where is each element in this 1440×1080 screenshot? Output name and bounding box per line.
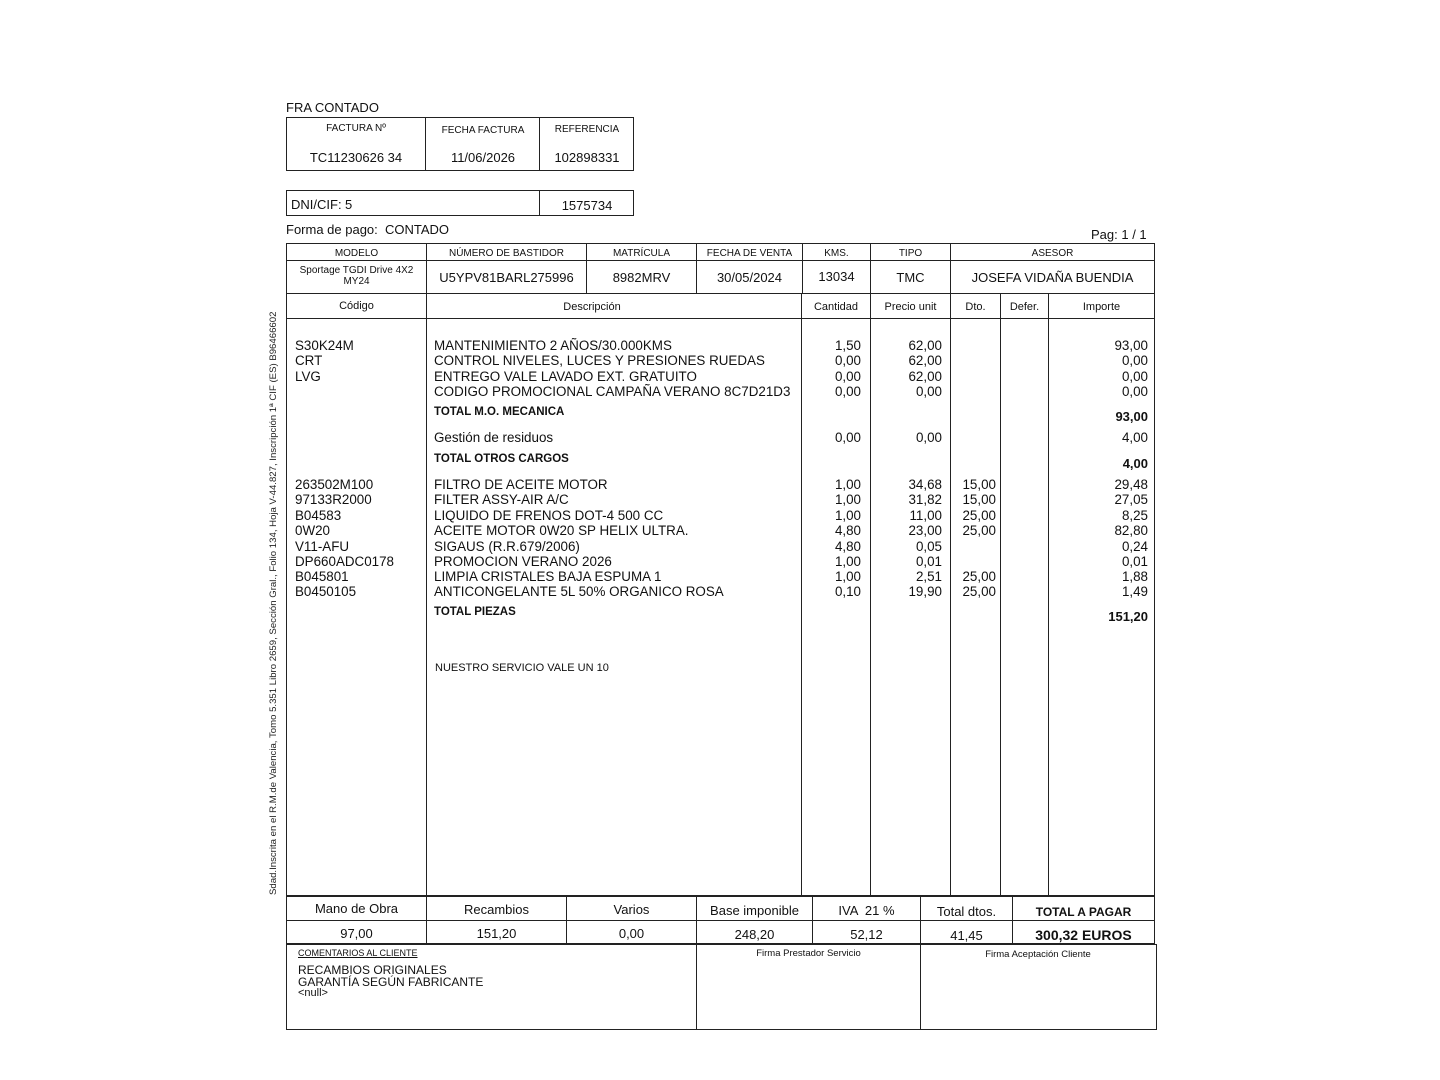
cell-amount: 82,80 [1114, 523, 1148, 538]
comment-line: RECAMBIOS ORIGINALES [298, 963, 447, 977]
service-note: NUESTRO SERVICIO VALE UN 10 [435, 662, 609, 674]
cell-qty: 0,10 [834, 584, 861, 599]
cell-qty: 0,00 [834, 353, 861, 368]
cell-code [295, 452, 425, 467]
vehicle-sale-date: 30/05/2024 [716, 270, 783, 285]
lines-header-discount: Dto. [965, 301, 986, 313]
cell-code: CRT [295, 353, 323, 368]
lines-header-quantity: Cantidad [813, 301, 859, 313]
cell-amount: 93,00 [1115, 409, 1148, 424]
cell-price: 31,82 [908, 492, 942, 507]
cell-desc: CONTROL NIVELES, LUCES Y PRESIONES RUEDAS [434, 353, 765, 368]
cell-code: B045801 [295, 569, 349, 584]
lines-header-amount: Importe [1082, 301, 1121, 313]
cell-code: S30K24M [295, 338, 354, 353]
cell-code [295, 605, 425, 620]
cell-dto [952, 353, 996, 368]
cell-dto [952, 338, 996, 353]
total-value-to-pay: 300,32 EUROS [1035, 927, 1132, 943]
invoice-date: 11/06/2026 [450, 150, 516, 165]
total-label-misc: Varios [613, 902, 650, 917]
cell-dto [952, 539, 996, 554]
cell-price: 0,00 [915, 430, 942, 445]
cell-dto [952, 452, 996, 467]
vehicle-advisor: JOSEFA VIDAÑA BUENDIA [971, 270, 1134, 285]
cell-price: 62,00 [908, 369, 942, 384]
vehicle-header-sale-date: FECHA DE VENTA [706, 248, 793, 259]
total-value-misc: 0,00 [618, 926, 645, 941]
vehicle-vin: U5YPV81BARL275996 [439, 270, 574, 285]
client-id-value: 5 [345, 197, 353, 212]
cell-amount: 27,05 [1114, 492, 1148, 507]
cell-desc: ANTICONGELANTE 5L 50% ORGANICO ROSA [434, 584, 724, 599]
client-signature-label: Firma Aceptación Cliente [985, 949, 1091, 960]
cell-amount: 0,00 [1121, 369, 1148, 384]
vehicle-type: TMC [896, 270, 925, 285]
cell-amount: 151,20 [1108, 609, 1148, 624]
vehicle-model-line1: Sportage TGDI Drive 4X2 [299, 265, 414, 276]
cell-code [295, 430, 425, 445]
client-code: 1575734 [561, 198, 613, 213]
total-label-tax-base: Base imponible [710, 903, 799, 918]
cell-desc: CODIGO PROMOCIONAL CAMPAÑA VERANO 8C7D21D3 [434, 384, 791, 399]
cell-dto: 15,00 [962, 477, 996, 492]
cell-dto [952, 405, 996, 420]
cell-dto: 25,00 [962, 508, 996, 523]
cell-desc: FILTRO DE ACEITE MOTOR [434, 477, 608, 492]
cell-desc: LIMPIA CRISTALES BAJA ESPUMA 1 [434, 569, 662, 584]
cell-price: 23,00 [908, 523, 942, 538]
invoice-reference: 102898331 [554, 150, 620, 165]
cell-qty: 4,80 [834, 539, 861, 554]
cell-code: 0W20 [295, 523, 330, 538]
cell-price: 62,00 [908, 338, 942, 353]
cell-price: 34,68 [908, 477, 942, 492]
cell-price: 0,01 [915, 554, 942, 569]
total-value-discounts: 41,45 [950, 928, 983, 943]
total-label-vat: IVA 21 % [838, 903, 895, 918]
cell-price: 0,00 [915, 384, 942, 399]
cell-amount: 8,25 [1121, 508, 1148, 523]
total-label-parts: Recambios [463, 902, 530, 917]
cell-amount: 1,88 [1121, 569, 1148, 584]
cell-price [875, 452, 942, 467]
cell-qty: 1,00 [834, 569, 861, 584]
cell-qty: 1,00 [834, 554, 861, 569]
cell-dto: 25,00 [962, 584, 996, 599]
total-value-tax-base: 248,20 [734, 927, 775, 942]
vehicle-header-plate: MATRÍCULA [612, 248, 671, 259]
cell-price [875, 405, 942, 420]
cell-amount: 4,00 [1121, 430, 1148, 445]
cell-desc: TOTAL M.O. MECANICA [434, 406, 565, 418]
total-label-discounts: Total dtos. [936, 904, 997, 919]
cell-dto: 15,00 [962, 492, 996, 507]
vehicle-plate: 8982MRV [612, 270, 671, 285]
cell-code [295, 405, 425, 420]
cell-amount: 4,00 [1122, 456, 1148, 471]
cell-desc: TOTAL PIEZAS [434, 606, 516, 618]
cell-qty: 1,00 [834, 477, 861, 492]
cell-qty [805, 452, 861, 467]
cell-desc: ENTREGO VALE LAVADO EXT. GRATUITO [434, 369, 697, 384]
cell-qty: 0,00 [834, 430, 861, 445]
cell-amount: 29,48 [1114, 477, 1148, 492]
cell-dto: 25,00 [962, 569, 996, 584]
cell-code: V11-AFU [295, 539, 350, 554]
page-number: Pag: 1 / 1 [1091, 227, 1147, 242]
lines-header-code: Código [339, 300, 374, 312]
cell-price: 0,05 [915, 539, 942, 554]
lines-header-deferred: Defer. [1009, 301, 1040, 313]
vehicle-header-vin: NÚMERO DE BASTIDOR [448, 248, 564, 259]
lines-header-description: Descripción [563, 301, 621, 313]
cell-qty: 4,80 [834, 523, 861, 538]
cell-price: 62,00 [908, 353, 942, 368]
cell-amount: 0,01 [1121, 554, 1148, 569]
cell-amount: 93,00 [1114, 338, 1148, 353]
cell-price: 19,90 [908, 584, 942, 599]
cell-code: LVG [295, 369, 321, 384]
invoice-number-label: FACTURA Nº [326, 123, 386, 134]
cell-amount: 1,49 [1121, 584, 1148, 599]
invoice-number: TC11230626 34 [309, 150, 403, 165]
cell-dto [952, 605, 996, 620]
cell-desc: FILTER ASSY-AIR A/C [434, 492, 569, 507]
cell-qty: 1,50 [834, 338, 861, 353]
cell-desc: LIQUIDO DE FRENOS DOT-4 500 CC [434, 508, 664, 523]
cell-desc: SIGAUS (R.R.679/2006) [434, 539, 580, 554]
vehicle-header-kms: KMS. [824, 248, 849, 259]
vehicle-model-line2: MY24 [343, 276, 370, 287]
comment-line: <null> [298, 987, 328, 999]
cell-code: 263502M100 [295, 477, 374, 492]
cell-price [875, 605, 942, 620]
cell-qty: 0,00 [834, 369, 861, 384]
cell-code [295, 384, 425, 399]
vehicle-header-model: MODELO [334, 248, 379, 259]
payment-label: Forma de pago: [286, 222, 378, 237]
cell-desc: Gestión de residuos [434, 430, 554, 445]
vehicle-kms: 13034 [818, 269, 855, 284]
lines-header-unit-price: Precio unit [884, 301, 937, 313]
cell-qty: 0,00 [834, 384, 861, 399]
cell-code: B04583 [295, 508, 342, 523]
cell-qty: 1,00 [834, 508, 861, 523]
cell-dto: 25,00 [962, 523, 996, 538]
total-value-labor: 97,00 [340, 926, 373, 941]
total-value-parts: 151,20 [476, 926, 517, 941]
cell-desc: PROMOCION VERANO 2026 [434, 554, 612, 569]
invoice-reference-label: REFERENCIA [554, 124, 620, 135]
cell-price: 11,00 [909, 508, 942, 523]
registry-side-text: Sdad.Inscrita en el R.M.de Valencia, Tomo 5.351 Libro 2659, Sección Gral., Folio 134, Hoja V-44.827, Inscripción 1ª CIF (ES) B96466602 [268, 311, 279, 895]
cell-dto [952, 384, 996, 399]
cell-price: 2,51 [915, 569, 942, 584]
cell-desc: MANTENIMIENTO 2 AÑOS/30.000KMS [434, 338, 672, 353]
cell-dto [952, 369, 996, 384]
cell-qty [805, 405, 861, 420]
document-type: FRA CONTADO [286, 100, 379, 115]
cell-amount: 0,00 [1121, 353, 1148, 368]
vehicle-header-advisor: ASESOR [1031, 248, 1074, 259]
client-id-label: DNI/CIF: [291, 197, 342, 212]
total-value-vat: 52,12 [850, 927, 883, 942]
cell-qty: 1,00 [834, 492, 861, 507]
cell-desc: TOTAL OTROS CARGOS [434, 453, 569, 465]
total-label-labor: Mano de Obra [314, 901, 399, 916]
cell-amount: 0,00 [1121, 384, 1148, 399]
provider-signature-label: Firma Prestador Servicio [756, 948, 861, 959]
cell-amount: 0,24 [1121, 539, 1148, 554]
vehicle-header-type: TIPO [898, 248, 923, 259]
cell-dto [952, 554, 996, 569]
cell-dto [952, 430, 996, 445]
cell-code: B0450105 [295, 584, 357, 599]
payment-value: CONTADO [385, 222, 450, 237]
comment-line: GARANTÍA SEGÚN FABRICANTE [298, 975, 484, 989]
cell-code: DP660ADC0178 [295, 554, 395, 569]
total-label-to-pay: TOTAL A PAGAR [1035, 905, 1132, 919]
comments-title: COMENTARIOS AL CLIENTE [298, 948, 418, 958]
cell-code: 97133R2000 [295, 492, 372, 507]
invoice-date-label: FECHA FACTURA [441, 125, 525, 136]
cell-qty [805, 605, 861, 620]
cell-desc: ACEITE MOTOR 0W20 SP HELIX ULTRA. [434, 523, 689, 538]
